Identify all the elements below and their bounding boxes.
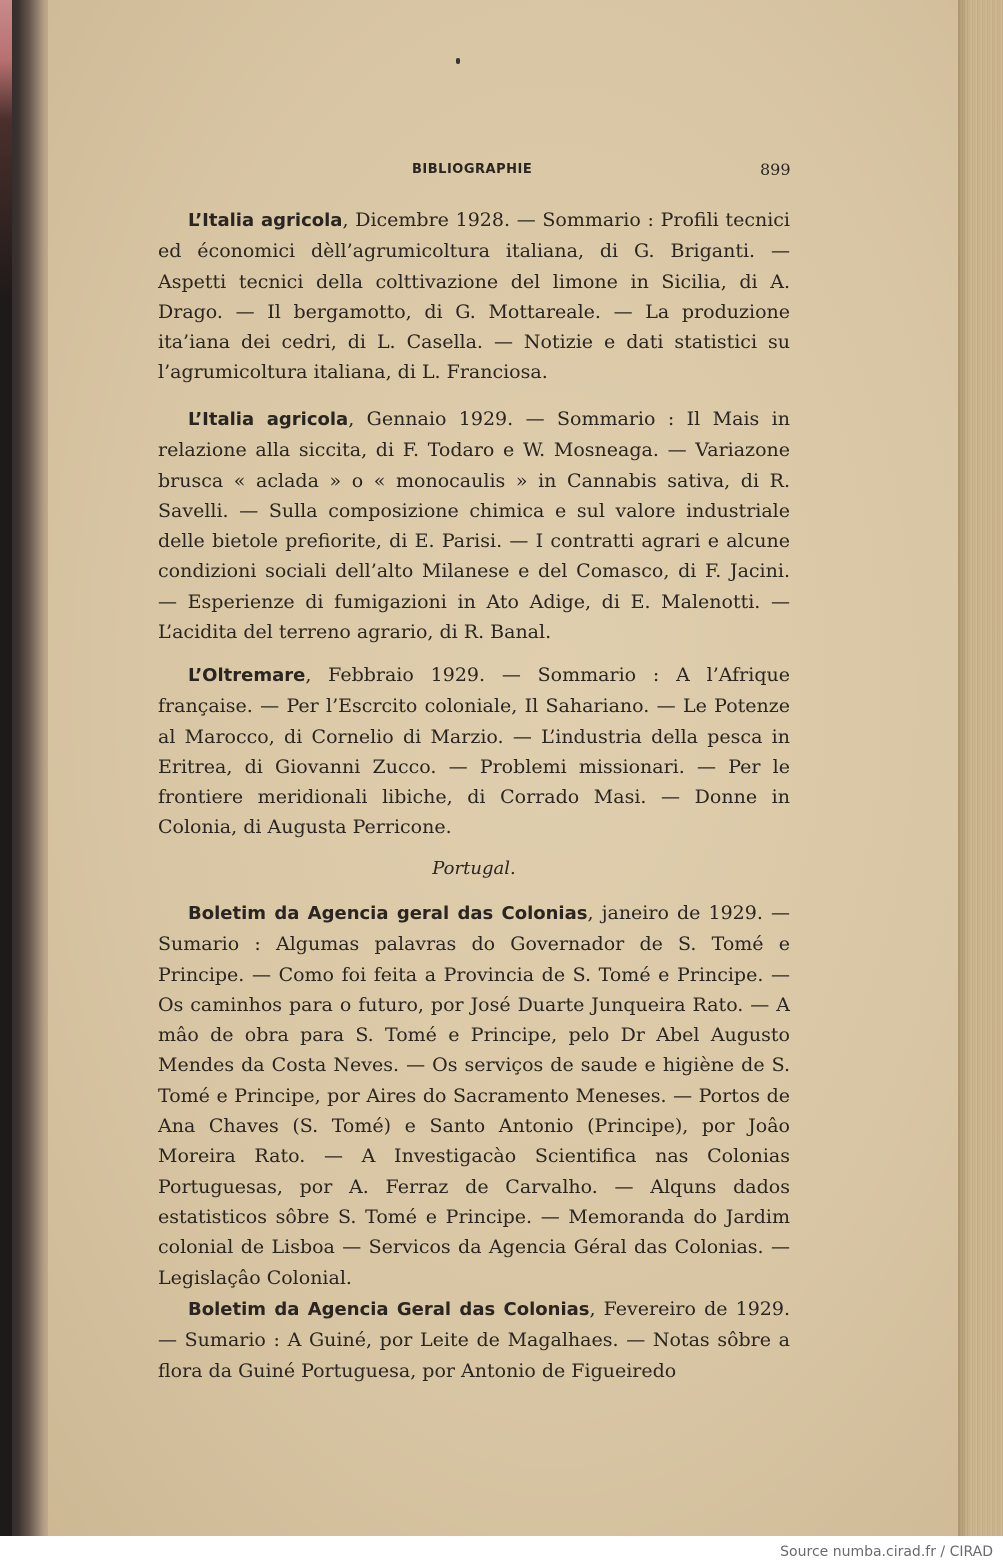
entry-body: , Febbraio 1929. — Sommario : A l’Afrique française. — Per l’Escrcito coloniale, Il Sahariano. — Le Potenze al Marocco, di Cornelio di Marzio. — L’industria della pesca in Eritrea, di Giovanni Zucco. — Problemi missionari. — Per le frontiere meridionali libiche, di Corrado Masi. — Donne in Colonia, di Augusta Perricone. xyxy=(158,664,790,839)
source-credit: Source numba.cirad.fr / CIRAD xyxy=(780,1544,993,1560)
running-head: BIBLIOGRAPHIE xyxy=(412,162,533,177)
section-heading: Portugal. xyxy=(432,858,516,879)
entry-body: , Gennaio 1929. — Sommario : Il Mais in relazione alla siccita, di F. Todaro e W. Mosneaga. — Variazone brusca « aclada » o « monocaulis » in Cannabis sativa, di R. Savelli. — Sulla composizione chimica e sul valore industriale delle bietole prefiorite, di E. Parisi. — I contratti agrari e alcune condizioni sociali dell’alto Milanese e del Comasco, di F. Jacini. — Esperienze di fumigazioni in Ato Adige, di E. Malenotti. — L’acidita del terreno agrario, di R. Banal. xyxy=(158,408,790,644)
ink-speck xyxy=(456,58,460,64)
bibliography-entry xyxy=(158,205,790,388)
entry-title: L’Oltremare xyxy=(188,665,306,686)
entry-body: , Dicembre 1928. — Sommario : Profili tecnici ed économici dèll’agrumicoltura italiana, di G. Briganti. — Aspetti tecnici della colttivazione del limone in Sicilia, di A. Drago. — Il bergamotto, di G. Mottareale. — La produzione ita’iana dei cedri, di L. Casella. — Notizie e dati statistici su l’agrumicoltura italiana, di L. Franciosa. xyxy=(158,209,790,384)
bibliography-entry xyxy=(158,404,790,647)
gutter-shadow xyxy=(958,0,970,1536)
entry-body: , Fevereiro de 1929. — Sumario : A Guiné, por Leite de Magalhaes. — Notas sôbre a flora da Guiné Portuguesa, por Antonio de Figueiredo xyxy=(158,1298,791,1382)
page-number: 899 xyxy=(760,160,791,179)
entry-title: L’Italia agricola xyxy=(188,210,343,231)
bookmark-ribbon xyxy=(0,0,12,1536)
entry-title: L’Italia agricola xyxy=(188,409,349,430)
entry-title: Boletim da Agencia geral das Colonias xyxy=(188,903,588,924)
entry-body: , janeiro de 1929. — Sumario : Algumas palavras do Governador de S. Tomé e Principe. — Como foi feita a Provincia de S. Tomé e Principe. — Os caminhos para o futuro, por José Duarte Junqueira Rato. — A mâo de obra para S. Tomé e Principe, pelo Dr Abel Augusto Mendes da Costa Neves. — Os serviços de saude e higiène de S. Tomé e Principe, por Aires do Sacramento Meneses. — Portos de Ana Chaves (S. Tomé) e Santo Antonio (Principe), por Joâo Moreira Rato. — A Investigacào Scientifica nas Colonias Portuguesas, por A. Ferraz de Carvalho. — Alquns dados estatisticos sôbre S. Tomé e Principe. — Memoranda do Jardim colonial de Lisboa — Servicos da Agencia Géral das Colonias. — Legislaçâo Colonial. xyxy=(158,902,791,1289)
bibliography-entry xyxy=(158,898,790,1293)
page-edges-right xyxy=(958,0,1003,1536)
bibliography-entry xyxy=(158,660,790,843)
entry-title: Boletim da Agencia Geral das Colonias xyxy=(188,1299,590,1320)
bibliography-entry xyxy=(158,1294,790,1386)
